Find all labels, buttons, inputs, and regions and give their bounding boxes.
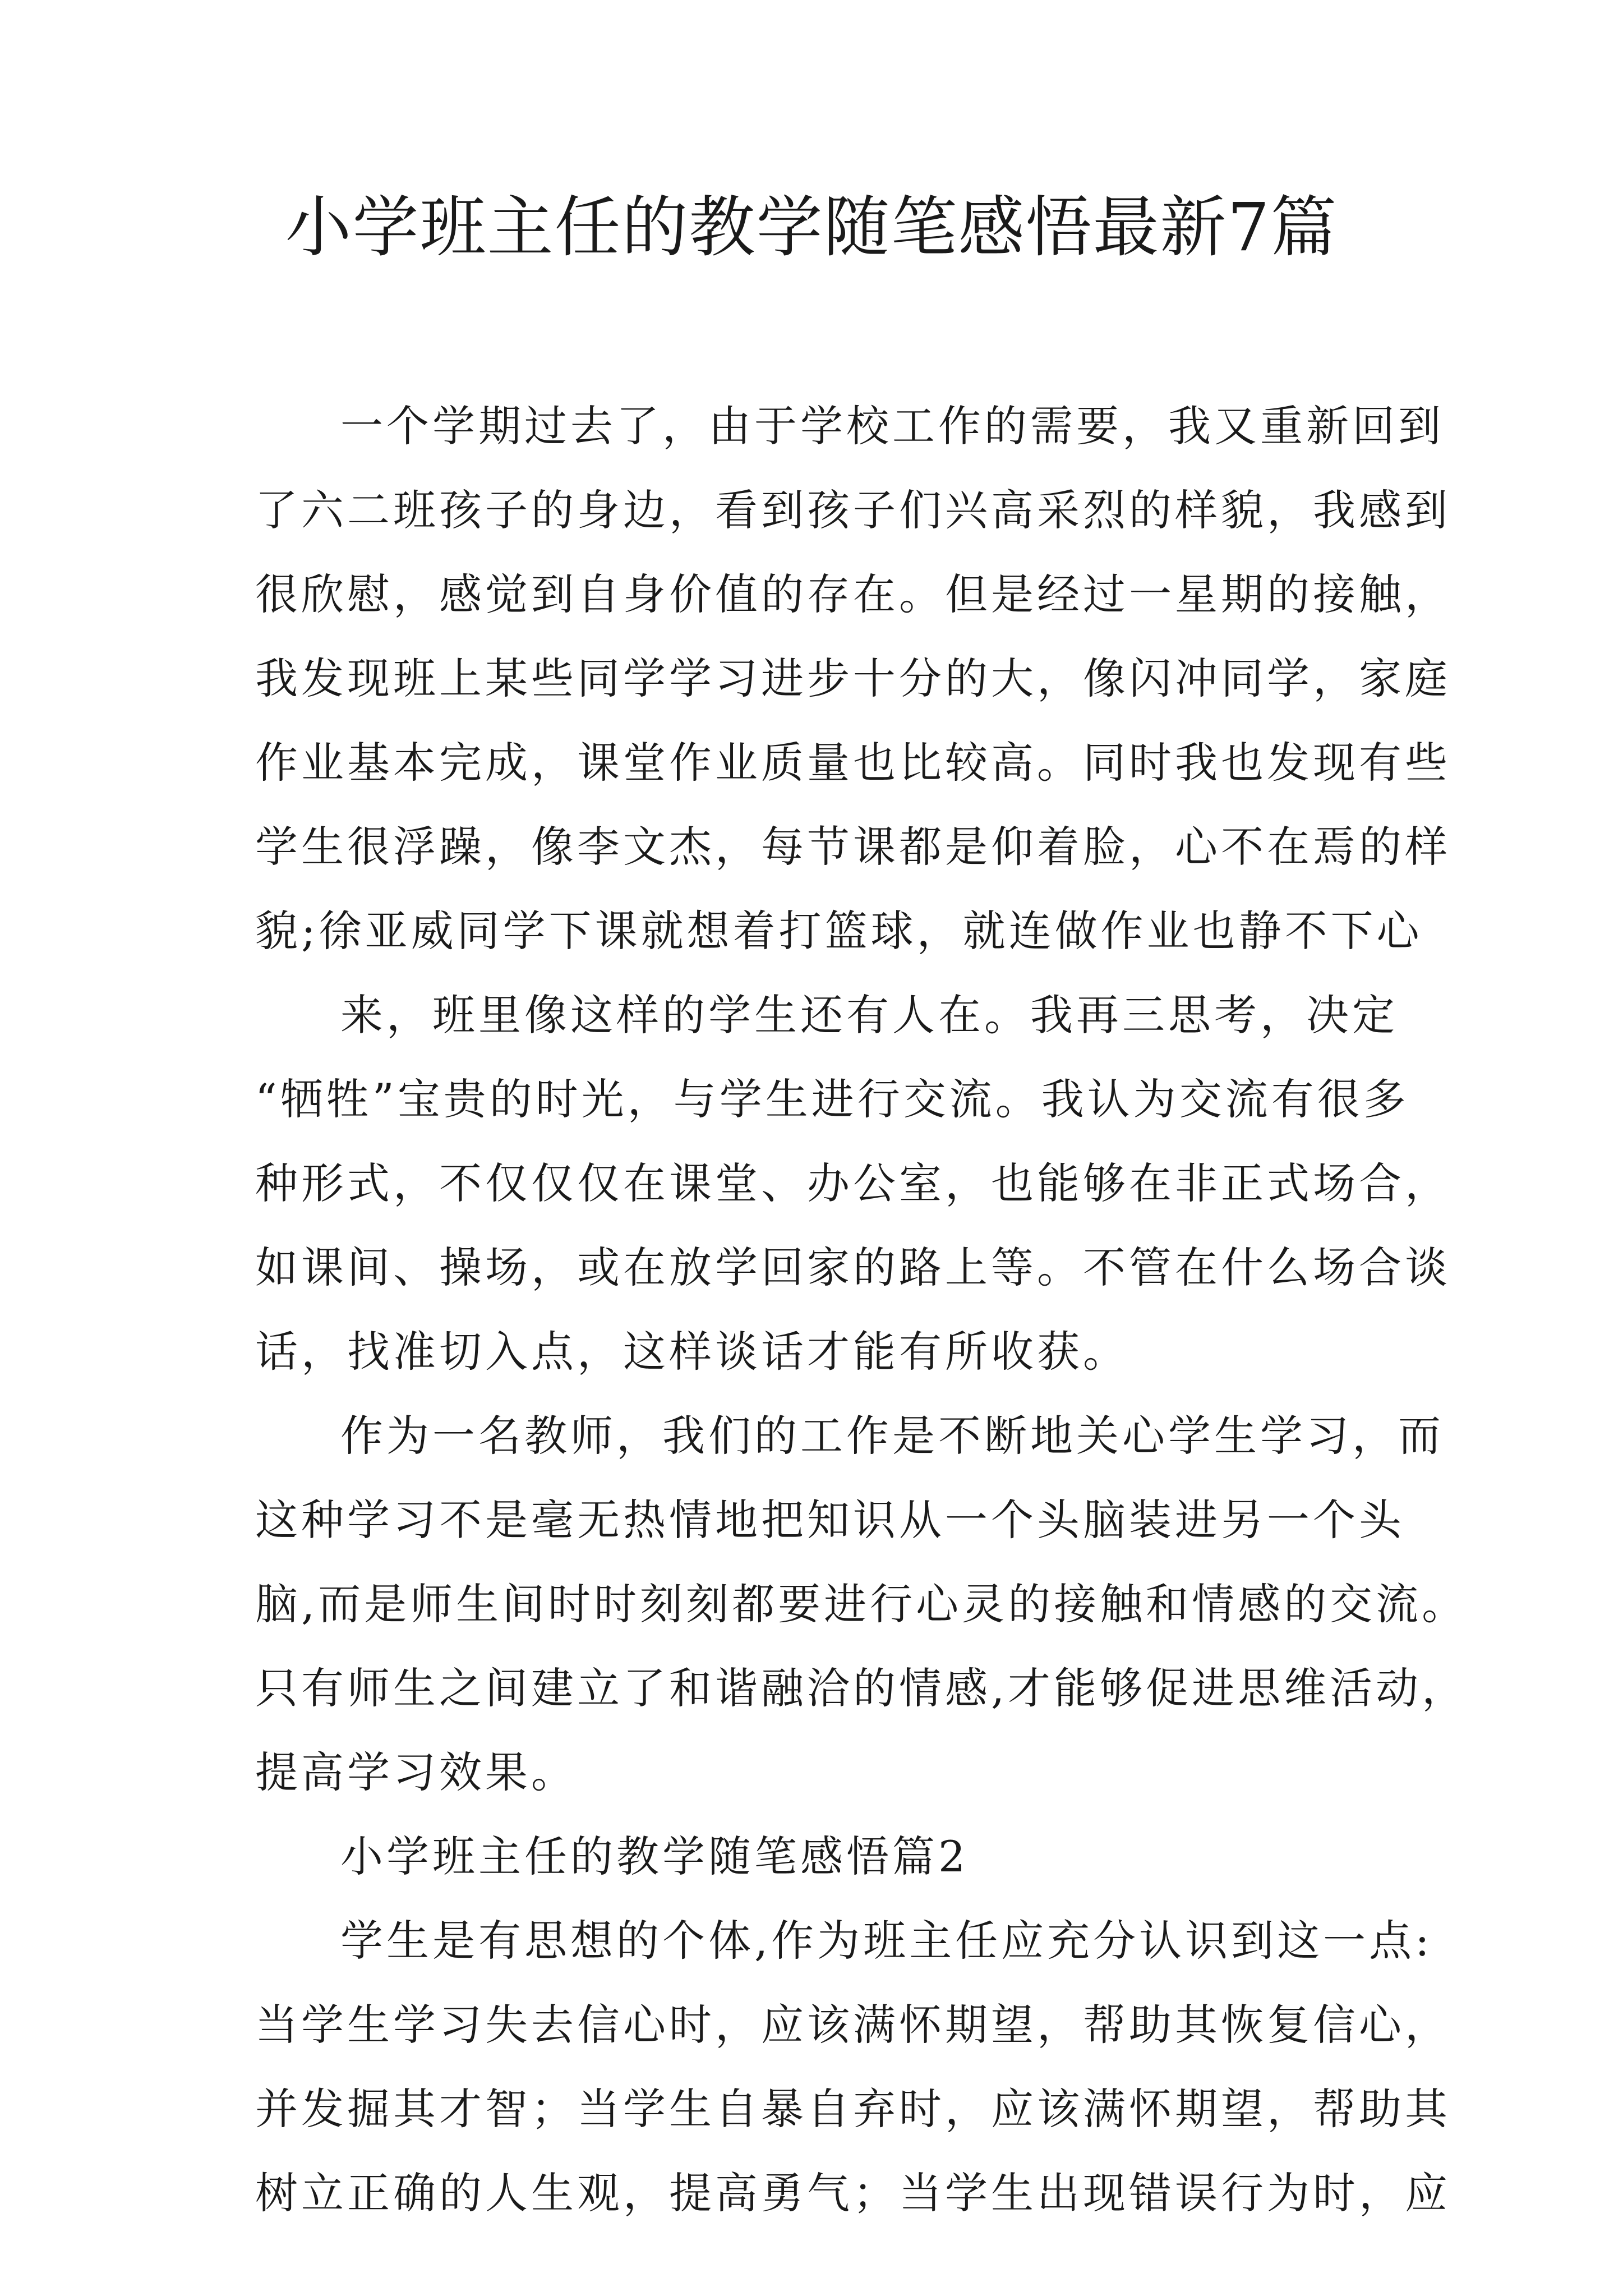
paragraph-line: 一个学期过去了，由于学校工作的需要，我又重新回到 <box>340 401 1444 451</box>
paragraph-line: 很欣慰，感觉到自身价值的存在。但是经过一星期的接触， <box>255 569 1451 619</box>
paragraph-line: 貌;徐亚威同学下课就想着打篮球，就连做作业也静不下心 <box>255 906 1423 956</box>
paragraph-line: 种形式，不仅仅仅在课堂、办公室，也能够在非正式场合， <box>255 1158 1451 1208</box>
paragraph-line: 我发现班上某些同学学习进步十分的大，像闪冲同学，家庭 <box>255 654 1451 703</box>
paragraph-line: “牺牲”宝贵的时光，与学生进行交流。我认为交流有很多 <box>255 1074 1409 1124</box>
paragraph-line: 作为一名教师，我们的工作是不断地关心学生学习，而 <box>340 1411 1444 1461</box>
paragraph-line: 作业基本完成，课堂作业质量也比较高。同时我也发现有些 <box>255 738 1451 788</box>
paragraph-line: 这种学习不是毫无热情地把知识从一个头脑装进另一个头 <box>255 1495 1405 1545</box>
paragraph-line: 树立正确的人生观，提高勇气；当学生出现错误行为时，应 <box>255 2168 1451 2218</box>
paragraph-line: 学生很浮躁，像李文杰，每节课都是仰着脸，心不在焉的样 <box>255 822 1451 872</box>
paragraph-line: 脑,而是师生间时时刻刻都要进行心灵的接触和情感的交流。 <box>255 1579 1468 1629</box>
document-title: 小学班主任的教学随笔感悟最新7篇 <box>285 188 1338 266</box>
paragraph-line: 来，班里像这样的学生还有人在。我再三思考，决定 <box>340 990 1398 1040</box>
document-body <box>255 384 1468 2235</box>
section-heading: 小学班主任的教学随笔感悟篇2 <box>340 1832 969 1881</box>
paragraph-line: 并发掘其才智；当学生自暴自弃时，应该满怀期望，帮助其 <box>255 2084 1451 2134</box>
paragraph-line: 提高学习效果。 <box>255 1747 577 1797</box>
paragraph-line: 只有师生之间建立了和谐融洽的情感,才能够促进思维活动， <box>255 1663 1468 1713</box>
paragraph-line: 了六二班孩子的身边，看到孩子们兴高采烈的样貌，我感到 <box>255 485 1451 535</box>
paragraph-line: 如课间、操场，或在放学回家的路上等。不管在什么场合谈 <box>255 1243 1451 1292</box>
paragraph-line: 当学生学习失去信心时，应该满怀期望，帮助其恢复信心， <box>255 2000 1451 2050</box>
paragraph-line: 话，找准切入点，这样谈话才能有所收获。 <box>255 1327 1129 1377</box>
paragraph-line: 学生是有思想的个体,作为班主任应充分认识到这一点: <box>340 1916 1433 1966</box>
